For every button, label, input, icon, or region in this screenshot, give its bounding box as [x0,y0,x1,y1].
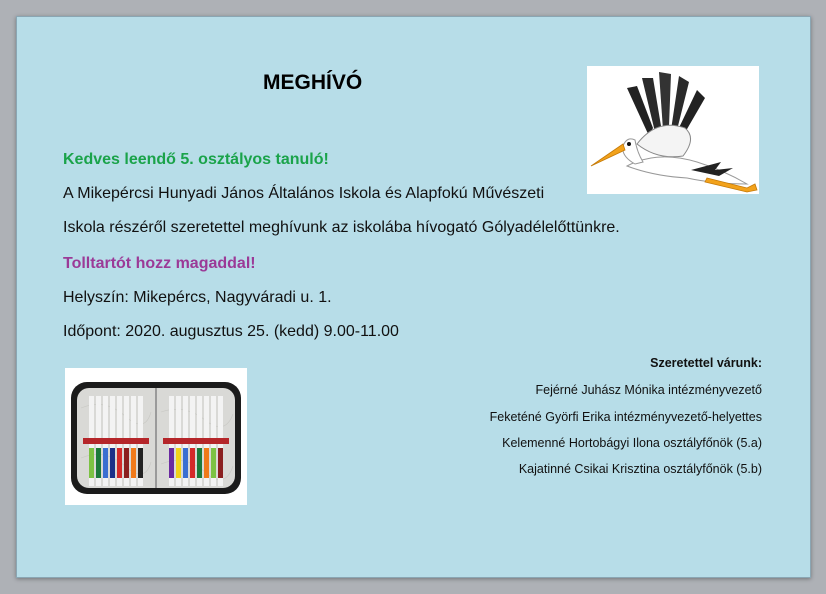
reminder: Tolltartót hozz magaddal! [63,255,256,272]
body-line-1: A Mikepércsi Hunyadi János Általános Iskola és Alapfokú Művészeti [63,185,545,202]
time: Időpont: 2020. augusztus 25. (kedd) 9.00-11.00 [63,323,399,340]
pencil-case-image [65,368,247,505]
signature-line: Feketéné Györfi Erika intézményvezető-helyettes [489,410,762,424]
stork-image [587,66,759,194]
signature-heading: Szeretettel várunk: [650,356,762,370]
signature-line: Kelemenné Hortobágyi Ilona osztályfőnök (5.a) [502,436,762,450]
invitation-title: MEGHÍVÓ [263,71,363,94]
body-line-2: Iskola részéről szeretettel meghívunk az iskolába hívogató Gólyadélelőttünkre. [63,219,620,236]
pencil-case-icon [65,368,247,505]
location: Helyszín: Mikepércs, Nagyváradi u. 1. [63,289,332,306]
greeting: Kedves leendő 5. osztályos tanuló! [63,151,329,168]
signature-line: Fejérné Juhász Mónika intézményvezető [535,383,762,397]
signature-line: Kajatinné Csikai Krisztina osztályfőnök (5.b) [518,462,762,476]
document-page [16,16,811,578]
stork-icon [587,66,759,194]
